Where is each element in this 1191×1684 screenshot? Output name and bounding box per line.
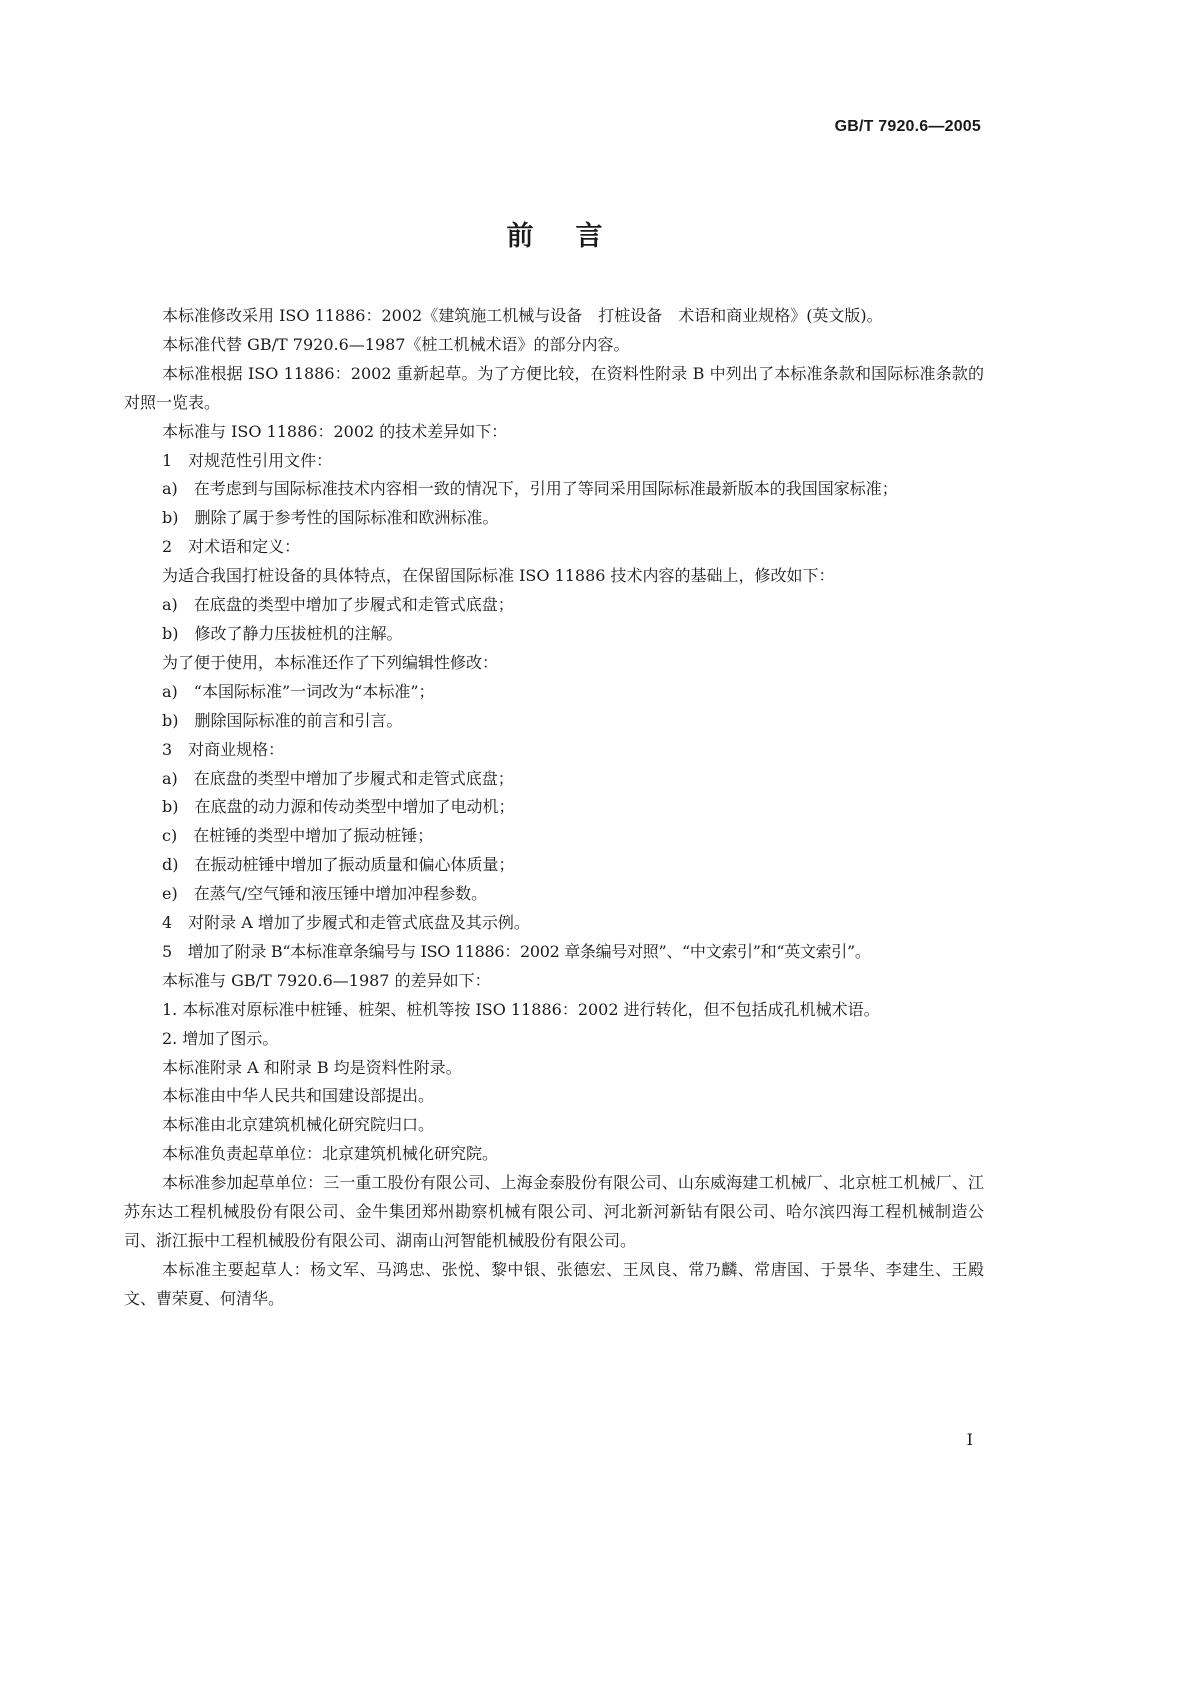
foreword-body: [124, 302, 984, 1314]
list-item: 2 对术语和定义：: [162, 537, 301, 557]
paragraph: 为适合我国打桩设备的具体特点，在保留国际标准 ISO 11886 技术内容的基础上，修改如下：: [162, 566, 835, 586]
paragraph: 为了便于使用，本标准还作了下列编辑性修改：: [162, 652, 499, 672]
paragraph: 本标准代替 GB/T 7920.6—1987《桩工机械术语》的部分内容。: [162, 334, 630, 354]
paragraph: 本标准参加起草单位：三一重工股份有限公司、上海金泰股份有限公司、山东威海建工机械厂、北京桩工机械厂、江苏东达工程机械股份有限公司、金牛集团郑州勘察机械有限公司、河北新河新钻有限公司、哈尔滨四海工程机械制造公司、浙江振中工程机械股份有限公司、湖南山河智能机械股份有限公司。: [124, 1173, 984, 1250]
list-item: 5 增加了附录 B“本标准章条编号与 ISO 11886：2002 章条编号对照”、“中文索引”和“英文索引”。: [162, 941, 871, 961]
list-item: d) 在振动桩锤中增加了振动质量和偏心体质量；: [162, 855, 515, 875]
list-item: b) 删除了属于参考性的国际标准和欧洲标准。: [162, 508, 499, 528]
list-item: b) 在底盘的动力源和传动类型中增加了电动机；: [162, 797, 515, 817]
page-title: 前言: [506, 221, 645, 252]
list-item: 1. 本标准对原标准中桩锤、桩架、桩机等按 ISO 11886：2002 进行转化，但不包括成孔机械术语。: [162, 999, 880, 1019]
paragraph: 本标准主要起草人：杨文军、马鸿忠、张悦、黎中银、张德宏、王凤良、常乃麟、常唐国、于景华、李建生、王殿文、曹荣夏、何清华。: [124, 1259, 984, 1308]
paragraph: 本标准与 ISO 11886：2002 的技术差异如下：: [162, 421, 508, 441]
list-item: c) 在桩锤的类型中增加了振动桩锤；: [162, 826, 434, 846]
list-item: 4 对附录 A 增加了步履式和走管式底盘及其示例。: [162, 913, 530, 933]
list-item: b) 修改了静力压拔桩机的注解。: [162, 623, 403, 643]
list-item: 2. 增加了图示。: [162, 1028, 279, 1048]
page-number: I: [966, 1430, 973, 1449]
list-item: a) 在底盘的类型中增加了步履式和走管式底盘；: [162, 768, 514, 788]
list-item: 3 对商业规格：: [162, 739, 285, 759]
list-item: b) 删除国际标准的前言和引言。: [162, 710, 403, 730]
list-item: a) 在考虑到与国际标准技术内容相一致的情况下，引用了等同采用国际标准最新版本的我国国家标准；: [162, 479, 898, 499]
paragraph: 本标准修改采用 ISO 11886：2002《建筑施工机械与设备 打桩设备 术语和商业规格》(英文版)。: [162, 306, 883, 325]
paragraph: 本标准与 GB/T 7920.6—1987 的差异如下：: [162, 970, 491, 990]
paragraph: 本标准由北京建筑机械化研究院归口。: [162, 1115, 435, 1135]
paragraph: 本标准附录 A 和附录 B 均是资料性附录。: [162, 1057, 462, 1077]
list-item: e) 在蒸气/空气锤和液压锤中增加冲程参数。: [162, 884, 488, 904]
list-item: 1 对规范性引用文件：: [162, 450, 333, 470]
paragraph: 本标准负责起草单位：北京建筑机械化研究院。: [162, 1144, 499, 1164]
list-item: a) “本国际标准”一词改为“本标准”；: [162, 681, 435, 701]
standard-code: GB/T 7920.6—2005: [834, 118, 981, 135]
list-item: a) 在底盘的类型中增加了步履式和走管式底盘；: [162, 595, 514, 615]
paragraph: 本标准由中华人民共和国建设部提出。: [162, 1086, 435, 1106]
paragraph: 本标准根据 ISO 11886：2002 重新起草。为了方便比较，在资料性附录 B 中列出了本标准条款和国际标准条款的对照一览表。: [124, 363, 984, 412]
